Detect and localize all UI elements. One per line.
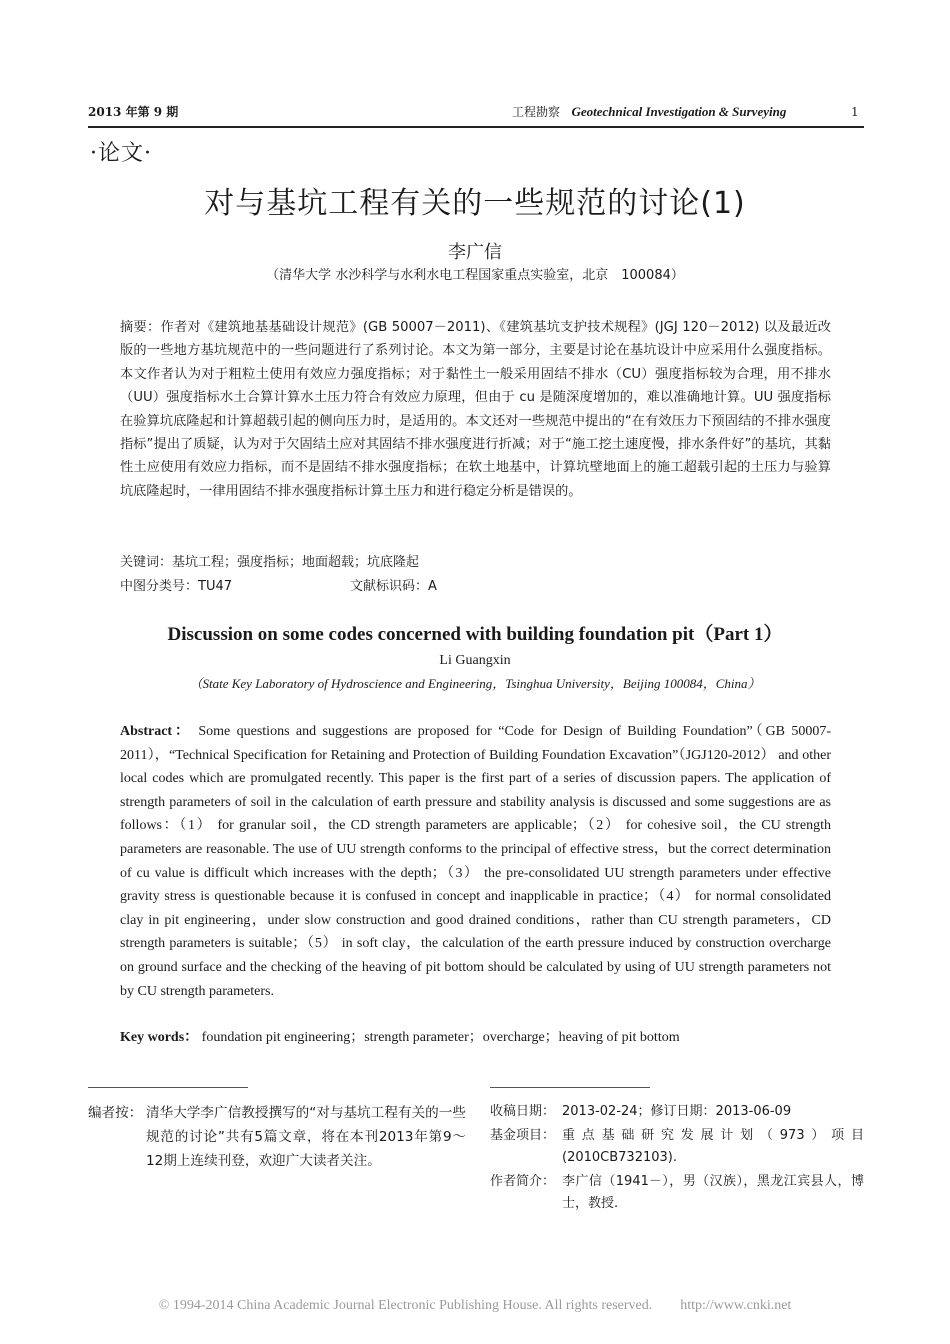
classification-line <box>120 576 831 598</box>
journal-name-cn: 工程勘察 <box>512 105 561 119</box>
keywords-en-text: foundation pit engineering；strength parameter；overcharge；heaving of pit bottom <box>201 1030 680 1045</box>
editor-note-label: 编者按： <box>88 1105 143 1121</box>
issue-label: 2013 年第 9 期 <box>88 105 179 119</box>
document-code: 文献标识码：A <box>350 579 437 594</box>
fund-value: 重点基础研究发展计划（973）项目(2010CB732103). <box>562 1128 864 1165</box>
author-bio-label: 作者简介： <box>490 1174 556 1189</box>
fund-label: 基金项目： <box>490 1128 556 1143</box>
affiliation-en: （State Key Laboratory of Hydroscience and Engineering，Tsinghua University，Beijing 100084，China） <box>189 676 761 691</box>
fund-row <box>490 1125 864 1169</box>
author-en: Li Guangxin <box>439 653 511 668</box>
received-label: 收稿日期： <box>490 1104 556 1119</box>
author-bio-row <box>490 1171 864 1215</box>
paper-title-cn: 对与基坑工程有关的一些规范的讨论(1) <box>204 186 746 221</box>
footnote-rule-right <box>490 1087 650 1088</box>
author-bio-value: 李广信（1941－），男（汉族），黑龙江宾县人，博士，教授. <box>562 1174 864 1211</box>
copyright-footer: © 1994-2014 China Academic Journal Electronic Publishing House. All rights reserved. http://www.cnki.net <box>158 1298 792 1313</box>
keywords-cn: 关键词：基坑工程；强度指标；地面超载；坑底隆起 <box>120 555 420 570</box>
footnote-rule-left <box>88 1087 248 1088</box>
header-rule <box>88 126 864 128</box>
journal-header <box>512 104 786 120</box>
keywords-en-label: Key words： <box>120 1030 199 1045</box>
paper-title-en: Discussion on some codes concerned with building foundation pit（Part 1） <box>167 624 783 645</box>
editor-note-text: 清华大学李广信教授撰写的“对与基坑工程有关的一些规范的讨论”共有5篇文章，将在本刊2013年第9～12期上连续刊登，欢迎广大读者关注。 <box>146 1105 466 1169</box>
abstract-en <box>120 720 831 1003</box>
author-cn: 李广信 <box>448 242 502 263</box>
abstract-en-label: Abstract： <box>120 724 192 739</box>
abstract-cn: 摘要：作者对《建筑地基基础设计规范》(GB 50007－2011)、《建筑基坑支护技术规程》(JGJ 120－2012) 以及最近改版的一些地方基坑规范中的一些问题进行了系列讨论。本文为第一部分，主要是讨论在基坑设计中应采用什么强度指标。本文作者认为对于粗粒土使用有效应力强度指标；对于黏性土一般采用固结不排水（CU）强度指标较为合理，用不排水（UU）强度指标水土合算计算水土压力符合有效应力原理，但由于 cu 是随深度增加的，难以准确地计算。UU 强度指标在验算坑底隆起和计算超载引起的侧向压力时，是适用的。本文还对一些规范中提出的“在有效压力下预固结的不排水强度指标”提出了质疑，认为对于欠固结土应对其固结不排水强度进行折减；对于“施工挖土速度慢，排水条件好”的基坑，其黏性土应使用有效应力指标，而不是固结不排水强度指标；在软土地基中，计算坑壁地面上的施工超载引起的土压力与验算坑底隆起时，一律用固结不排水强度指标计算土压力和进行稳定分析是错误的。 <box>120 320 831 499</box>
classification-code: 中图分类号：TU47 <box>120 579 232 594</box>
received-row <box>490 1101 864 1123</box>
page-number: 1 <box>851 105 859 119</box>
journal-name-en: Geotechnical Investigation & Surveying <box>571 104 787 119</box>
section-tag: ·论文· <box>90 141 152 166</box>
received-value: 2013-02-24；修订日期：2013-06-09 <box>562 1104 792 1119</box>
keywords-en <box>120 1027 831 1049</box>
affiliation-cn: （清华大学 水沙科学与水利水电工程国家重点实验室，北京 100084） <box>266 268 684 283</box>
abstract-en-text: Some questions and suggestions are proposed for “Code for Design of Building Foundation”（GB 50007-2011），“Technical Specification for Retaining and Protection of Building Foundation Excavation”（JGJ120-2012） and other local codes which are promulgated recently. This paper is the first part of a series of discussion papers. The application of strength parameters of soil in the calculation of earth pressure and stability analysis is discussed and some suggestions are as follows：（1） for granular soil，the CD strength parameters are applicable；（2） for cohesive soil，the CU strength parameters are reasonable. The use of UU strength conforms to the principal of effective stress，but the correct determination of cu value is difficult which increases with the depth；（3） the pre-consolidated UU strength parameters under effective gravity stress is questionable because it is confused in concept and inapplicable in practice；（4） for normal consolidated clay in pit engineering，under slow construction and good drained conditions，rather than CU strength parameters，CD strength parameters is suitable；（5） in soft clay，the calculation of the earth pressure induced by construction overcharge on ground surface and the checking of the heaving of pit bottom should be calculated by using of UU strength parameters not by CU strength parameters. <box>120 724 832 999</box>
article-meta <box>490 1101 864 1217</box>
